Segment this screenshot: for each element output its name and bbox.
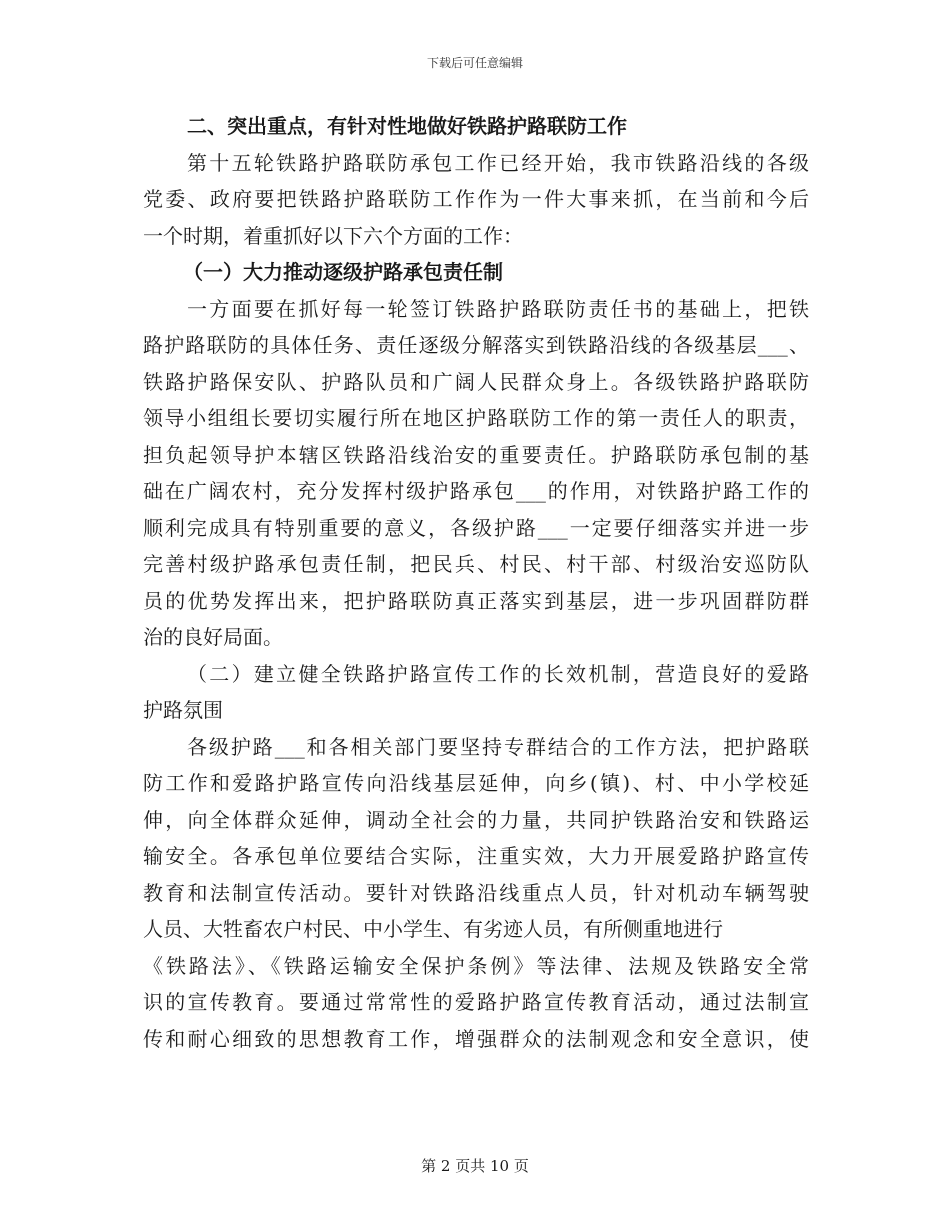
document-body (143, 108, 809, 1057)
text-line: 人员、大牲畜农户村民、中小学生、有劣迹人员，有所侧重地进行 (143, 917, 723, 941)
subsection-heading: （一）大力推动逐级护路承包责任制 (183, 260, 503, 284)
text-line: 伸，向全体群众延伸，调动全社会的力量，共同护铁路治安和铁路运 (143, 807, 809, 832)
text-line: 识的宣传教育。要通过常常性的爱路护路宣传教育活动，通过法制宣 (143, 990, 809, 1014)
text-line: 一方面要在抓好每一轮签订铁路护路联防责任书的基础上，把铁 (187, 296, 809, 321)
text-line: 铁路护路保安队、护路队员和广阔人民群众身上。各级铁路护路联防 (143, 369, 809, 394)
text-line: 础在广阔农村，充分发挥村级护路承包___的作用，对铁路护路工作的 (143, 479, 809, 503)
text-line: 输安全。各承包单位要结合实际，注重实效，大力开展爱路护路宣传 (143, 844, 809, 868)
text-line: 防工作和爱路护路宣传向沿线基层延伸，向乡(镇)、村、中小学校延 (143, 771, 809, 795)
text-line: （二）建立健全铁路护路宣传工作的长效机制，营造良好的爱路 (187, 661, 809, 686)
text-line: 党委、政府要把铁路护路联防工作作为一件大事来抓，在当前和今后 (143, 187, 809, 211)
text-line: 护路氛围 (143, 698, 223, 722)
text-line: 《铁路法》、《铁路运输安全保护条例》等法律、法规及铁路安全常 (143, 953, 809, 978)
text-line: 传和耐心细致的思想教育工作，增强群众的法制观念和安全意识，使 (143, 1026, 809, 1051)
page-header-note: 下载后可任意编辑 (426, 56, 523, 70)
section-heading: 二、突出重点，有针对性地做好铁路护路联防工作 (187, 114, 627, 138)
text-line: 治的良好局面。 (143, 625, 283, 649)
text-line: 各级护路___和各相关部门要坚持专群结合的工作方法，把护路联 (187, 734, 809, 759)
text-line: 完善村级护路承包责任制，把民兵、村民、村干部、村级治安巡防队 (143, 552, 809, 576)
text-line: 担负起领导护本辖区铁路沿线治安的重要责任。护路联防承包制的基 (143, 442, 809, 467)
text-line: 员的优势发挥出来，把护路联防真正落实到基层，进一步巩固群防群 (143, 588, 809, 613)
page-number-footer: 第 2 页共 10 页 (421, 1157, 529, 1175)
text-line: 第十五轮铁路护路联防承包工作已经开始，我市铁路沿线的各级 (187, 150, 809, 175)
text-line: 领导小组组长要切实履行所在地区护路联防工作的第一责任人的职责， (143, 406, 809, 430)
text-line: 顺利完成具有特别重要的意义，各级护路___一定要仔细落实并进一步 (143, 515, 809, 540)
text-line: 一个时期，着重抓好以下六个方面的工作： (143, 223, 523, 248)
text-line: 路护路联防的具体任务、责任逐级分解落实到铁路沿线的各级基层___、 (143, 333, 809, 357)
text-line: 教育和法制宣传活动。要针对铁路沿线重点人员，针对机动车辆驾驶 (143, 880, 809, 905)
